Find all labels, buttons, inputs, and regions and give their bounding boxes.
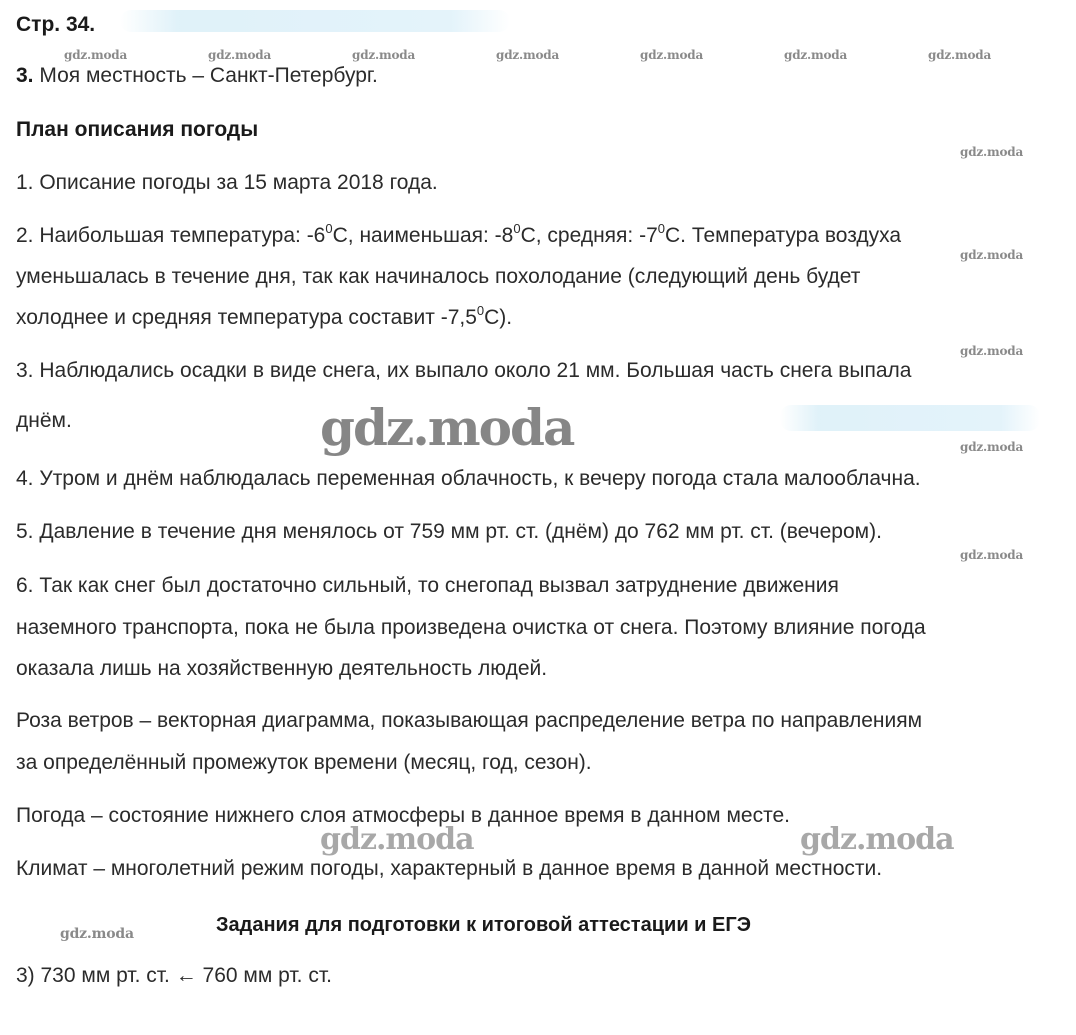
watermark: gdz.moda bbox=[960, 145, 1024, 159]
item-6-line-2: наземного транспорта, пока не была произведена очистка от снега. Поэтому влияние погода bbox=[16, 616, 926, 639]
watermark: gdz.moda bbox=[784, 48, 848, 62]
degree-superscript: 0 bbox=[476, 303, 485, 318]
watermark: gdz.moda bbox=[496, 48, 560, 62]
text-segment: С). bbox=[484, 306, 513, 329]
item-2-line-3 bbox=[16, 297, 512, 339]
item-6-line-3: оказала лишь на хозяйственную деятельность людей. bbox=[16, 657, 548, 680]
watermark: gdz.moda bbox=[960, 440, 1024, 454]
text-segment: С, средняя: -7 bbox=[520, 224, 658, 247]
item-2-line-1 bbox=[16, 215, 901, 257]
plan-title: План описания погоды bbox=[16, 118, 259, 141]
text-segment: холоднее и средняя температура составит -7,5 bbox=[16, 306, 477, 329]
item-5: 5. Давление в течение дня менялось от 759 мм рт. ст. (днём) до 762 мм рт. ст. (вечером). bbox=[16, 520, 882, 543]
watermark: gdz.moda bbox=[928, 48, 992, 62]
weather-definition: Погода – состояние нижнего слоя атмосферы в данное время в данном месте. bbox=[16, 804, 790, 827]
watermark-medium: gdz.moda bbox=[320, 822, 474, 857]
item-2-line-2: уменьшалась в течение дня, так как начиналось похолодание (следующий день будет bbox=[16, 265, 861, 288]
watermark: gdz.moda bbox=[960, 248, 1024, 262]
degree-superscript: 0 bbox=[513, 221, 521, 236]
climate-definition: Климат – многолетний режим погоды, характерный в данное время в данной местности. bbox=[16, 857, 883, 880]
watermark: gdz.moda bbox=[960, 344, 1024, 358]
wind-rose-definition-line-2: за определённый промежуток времени (месяц, год, сезон). bbox=[16, 751, 592, 774]
watermark: gdz.moda bbox=[352, 48, 416, 62]
degree-superscript: 0 bbox=[657, 221, 665, 236]
task-number: 3. bbox=[16, 64, 34, 87]
watermark: gdz.moda bbox=[60, 926, 134, 942]
watermark-medium: gdz.moda bbox=[800, 822, 954, 857]
watermark: gdz.moda bbox=[960, 548, 1024, 562]
item-6-line-1: 6. Так как снег был достаточно сильный, то снегопад вызвал затруднение движения bbox=[16, 574, 839, 597]
item-3-line-2: днём. bbox=[16, 409, 72, 432]
degree-superscript: 0 bbox=[325, 221, 333, 236]
watermark: gdz.moda bbox=[208, 48, 272, 62]
item-1: 1. Описание погоды за 15 марта 2018 года. bbox=[16, 171, 438, 194]
highlight-smear bbox=[120, 10, 510, 32]
exam-section-title: Задания для подготовки к итоговой аттестации и ЕГЭ bbox=[216, 914, 751, 936]
text-segment: 2. Наибольшая температура: -6 bbox=[16, 224, 326, 247]
task-3-text: Моя местность – Санкт-Петербург. bbox=[33, 64, 378, 87]
item-3-line-1: 3. Наблюдались осадки в виде снега, их выпало около 21 мм. Большая часть снега выпала bbox=[16, 359, 912, 382]
item-4: 4. Утром и днём наблюдалась переменная облачность, к вечеру погода стала малооблачна. bbox=[16, 467, 921, 490]
text-segment: С, наименьшая: -8 bbox=[332, 224, 514, 247]
highlight-smear bbox=[780, 405, 1040, 431]
text-segment: С. Температура воздуха bbox=[665, 224, 902, 247]
page-reference: Стр. 34. bbox=[16, 13, 96, 36]
exam-answer: 3) 730 мм рт. ст. ← 760 мм рт. ст. bbox=[16, 964, 332, 987]
watermark-large: gdz.moda bbox=[320, 398, 574, 457]
watermark: gdz.moda bbox=[640, 48, 704, 62]
watermark: gdz.moda bbox=[64, 48, 128, 62]
wind-rose-definition-line-1: Роза ветров – векторная диаграмма, показывающая распределение ветра по направлениям bbox=[16, 709, 923, 732]
